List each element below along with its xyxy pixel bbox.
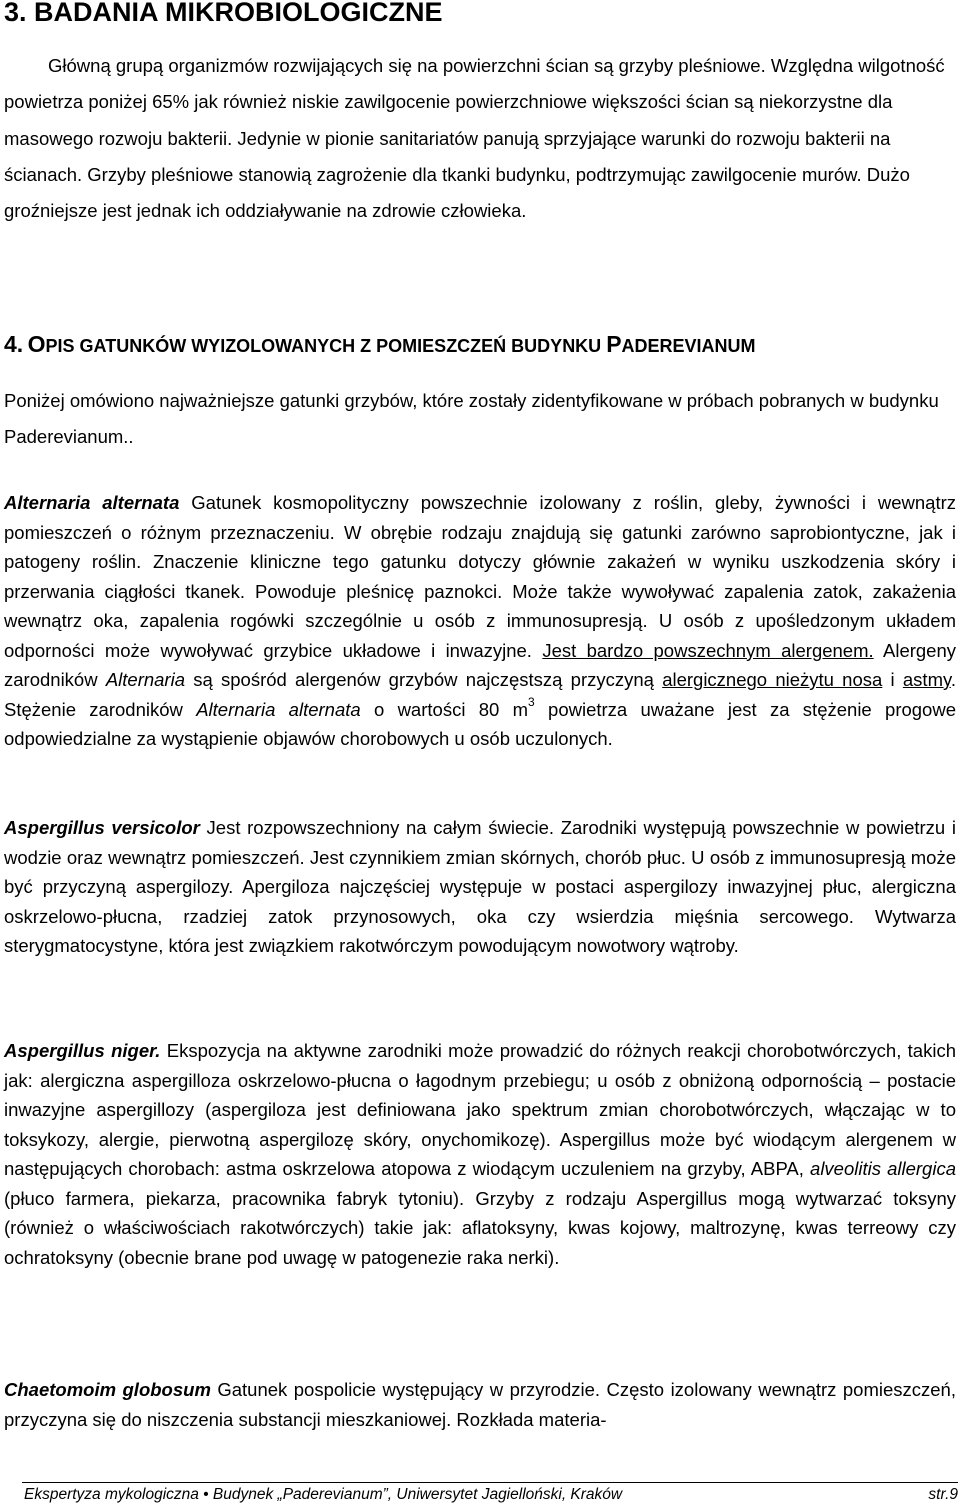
species-aspergillus-niger [4, 1036, 956, 1272]
species-text: alveolitis allergica [810, 1158, 956, 1179]
species-text: (płuco farmera, piekarza, pracownika fabryk tytoniu). Grzyby z rodzaju Aspergillus mogą wytwarzać toksyny (również o właściwościach rakotwórczych) takie jak: aflatoksyny, kwas kojowy, maltrozynę, kwas terreowy czy ochratoksyny (obecnie brane pod uwagę w patogenezie raka nerki). [4, 1187, 956, 1268]
section-4-title-part: PIS GATUNKÓW WYIZOLOWANYCH Z POMIESZCZEŃ BUDYNKU [45, 336, 607, 356]
species-text: Jest bardzo powszechnym alergenem. [542, 639, 874, 661]
species-chaetomium-globosum [4, 1375, 956, 1434]
section-3-heading: 3. BADANIA MIKROBIOLOGICZNE [4, 0, 443, 27]
species-text: astmy [902, 669, 951, 690]
species-text: Jest rozpowszechniony na całym świecie. Zarodniki występują powszechnie w powietrzu i wodzie oraz wewnątrz pomieszczeń. Jest czynnikiem zmian skórnych, chorób płuc. U osób z immunosupresją może być przyczyną aspergilozy. Apergiloza najczęściej występuje w postaci aspergilozy inwazyjnej płuc, alergiczna oskrzelowo-płucna, rzadziej zatok przynosowych, oka czy wsierdzia mięśnia sercowego. Wytwarza sterygmatocystyne, która jest związkiem rakotwórczym powodującym nowotwory wątroby. [4, 817, 956, 956]
species-text: i [882, 669, 903, 690]
species-text: Gatunek kosmopolityczny powszechnie izolowany z roślin, gleby, żywności i wewnątrz pomieszczeń o różnym przeznaczeniu. W obrębie rodzaju znajdują się gatunki zarówno saprobiontyczne, jak i patogeny roślin. Znaczenie kliniczne tego gatunku dotyczy głównie zakażeń w wyniku uszkodzenia skóry i przerwania ciągłości tkanek. Powoduje pleśnicę paznokci. Może także wywoływać zapalenia zatok, zakażenia wewnątrz oka, zapalenia rogówki szczególnie u osób z immunosupresją. U osób z upośledzonym układem odporności może wywoływać grzybice układowe i inwazyjne. [4, 492, 956, 661]
page-footer [22, 1482, 958, 1505]
section-3-paragraph: Główną grupą organizmów rozwijających się na powierzchni ścian są grzyby pleśniowe. Względna wilgotność powietrza poniżej 65% jak również niskie zawilgocenie powierzchniowe większości ścian są niekorzystne dla masowego rozwoju bakterii. Jedynie w pionie sanitariatów panują sprzyjające warunki do rozwoju bakterii na ścianach. Grzyby pleśniowe stanowią zagrożenie dla tkanki budynku, podtrzymując zawilgocenie murów. Dużo groźniejsze jest jednak ich oddziaływanie na zdrowie człowieka. [4, 55, 945, 222]
section-4-number: 4. [4, 331, 24, 357]
section-4-title-part: O [27, 331, 46, 357]
species-name: Aspergillus niger. [4, 1040, 161, 1061]
footer-text: Ekspertyza mykologiczna • Budynek „Paderevianum”, Uniwersytet Jagielloński, Kraków [24, 1486, 623, 1503]
section-4-title-part: P [606, 331, 622, 357]
species-text: . Stężenie zarodników [4, 669, 956, 720]
species-text: Ekspozycja na aktywne zarodniki może prowadzić do różnych reakcji chorobotwórczych, takich jak: alergiczna aspergilloza oskrzelowo-płucna o łagodnym przebiegu; u osób z obniżoną odpornością – postacie inwazyjne aspergillozy (aspergiloza jest definiowana jako spektrum zmian chorobotwórczych, włączając w to toksykozy, alergie, pierwotną aspergilozę skóry, onychomikozę). Aspergillus może być wiodącym alergenem w następujących chorobach: astma oskrzelowa atopowa z wiodącym uczuleniem na grzyby, ABPA, [4, 1040, 956, 1179]
species-aspergillus-versicolor [4, 813, 956, 961]
species-text: powietrza uważane jest za stężenie progowe odpowiedzialne za wystąpienie objawów chorobowych u osób uczulonych. [4, 698, 956, 749]
page-number: str.9 [928, 1486, 958, 1503]
species-alternaria-alternata [4, 488, 956, 754]
species-text: o wartości 80 m [360, 698, 529, 720]
species-text: alergicznego nieżytu nosa [662, 669, 883, 690]
species-text: są spośród alergenów grzybów najczęstszą przyczyną [185, 669, 663, 690]
species-text: Alergeny zarodników [4, 639, 957, 690]
species-text: Gatunek pospolicie występujący w przyrodzie. Często izolowany wewnątrz pomieszczeń, przyczyna się do niszczenia substancji mieszkaniowej. Rozkłada materia- [4, 1379, 956, 1430]
species-text: Alternaria [105, 669, 185, 690]
species-name: Alternaria alternata [4, 492, 180, 513]
species-text: Alternaria alternata [196, 698, 361, 720]
section-4-lead: Poniżej omówiono najważniejsze gatunki grzybów, które zostały zidentyfikowane w próbach pobranych w budynku Paderevianum.. [4, 390, 939, 447]
section-4-title [27, 331, 756, 357]
section-4-heading [4, 326, 756, 366]
species-text: 3 [528, 695, 535, 710]
section-4-title-part: ADEREVIANUM [621, 336, 756, 356]
species-name: Aspergillus versicolor [4, 817, 200, 838]
species-name: Chaetomoim globosum [4, 1379, 211, 1400]
